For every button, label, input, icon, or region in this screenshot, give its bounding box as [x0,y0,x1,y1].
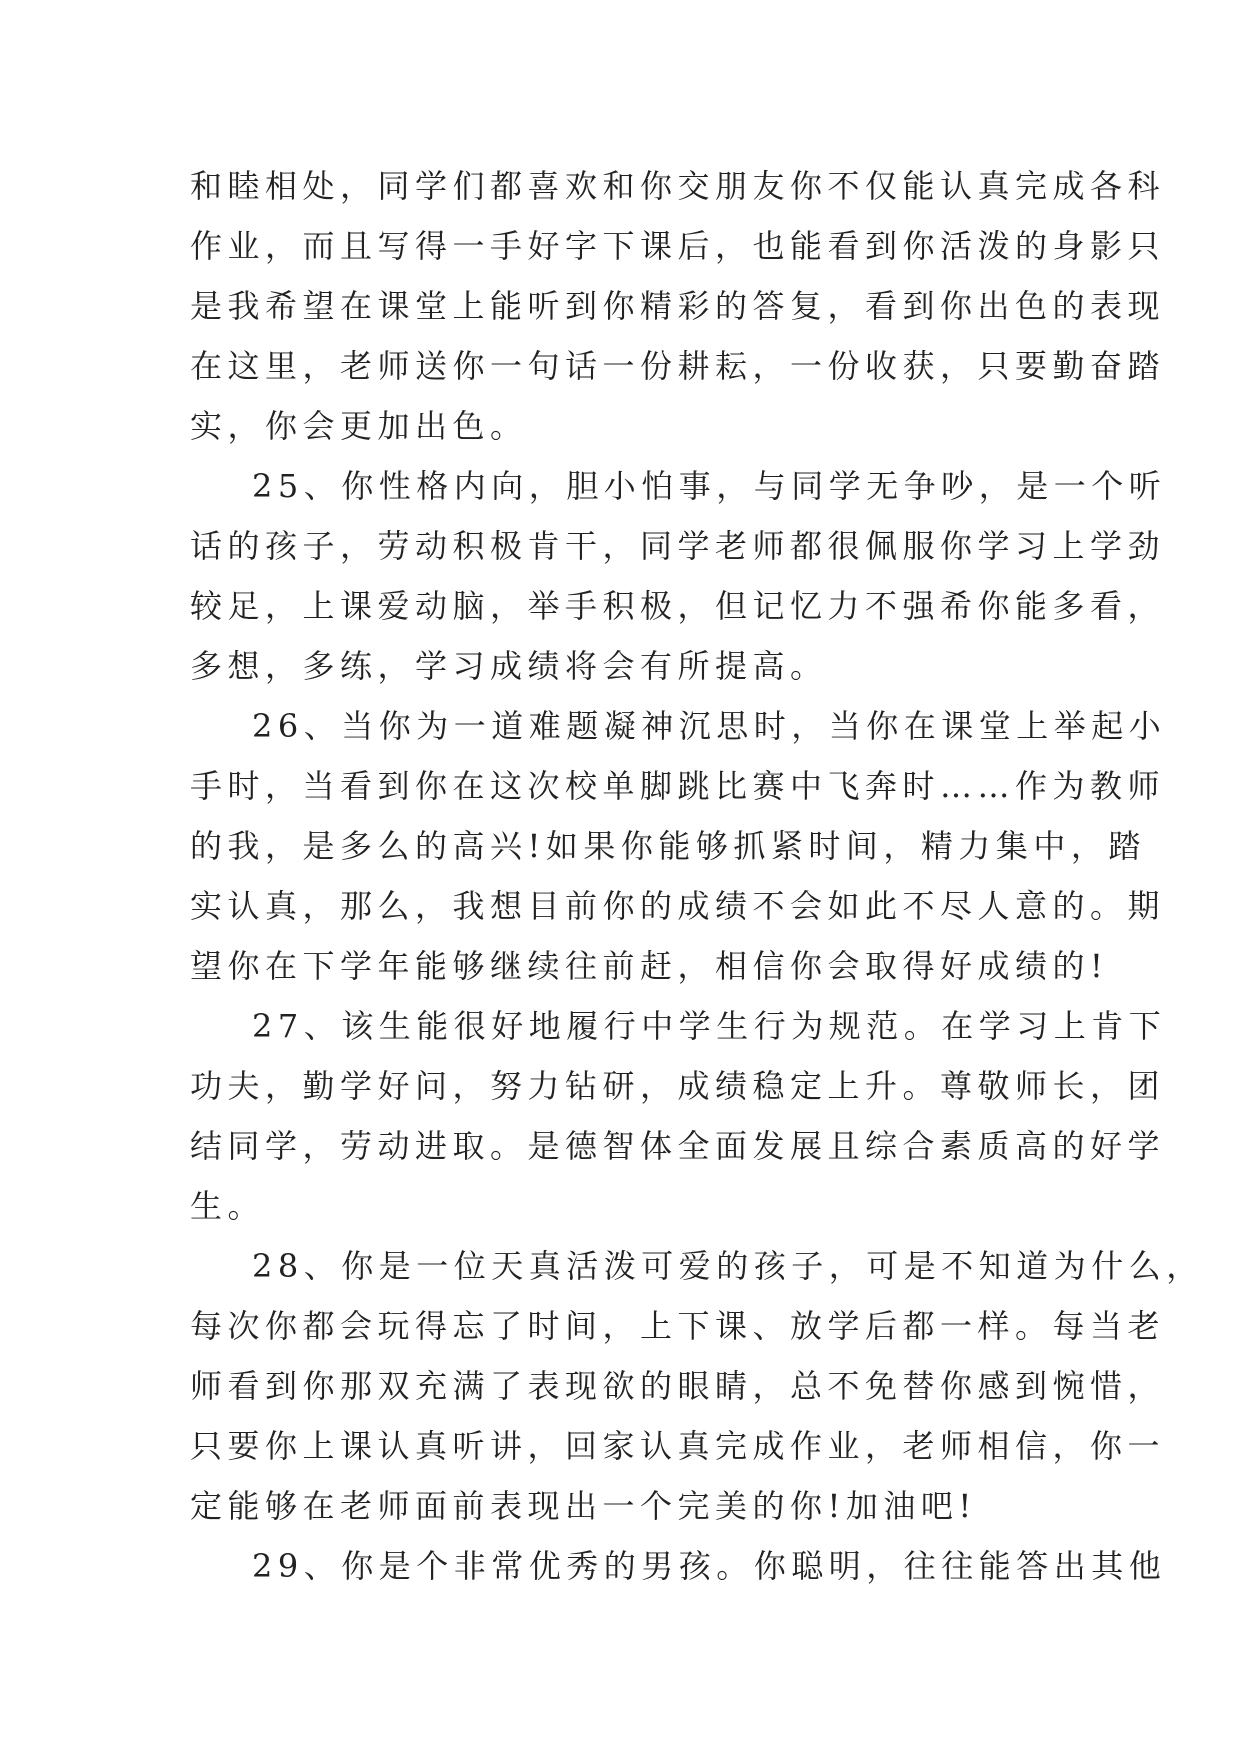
paragraph-start-27: 27、该生能很好地履行中学生行为规范。在学习上肯下 [252,1007,1167,1045]
text-line: 师看到你那双充满了表现欲的眼睛，总不免替你感到惋惜， [190,1367,1166,1405]
text-line: 的我，是多么的高兴!如果你能够抓紧时间，精力集中，踏 [190,827,1146,865]
paragraph-start-29: 29、你是个非常优秀的男孩。你聪明，往往能答出其他 [252,1547,1167,1585]
text-line: 望你在下学年能够继续往前赶，相信你会取得好成绩的! [190,947,1109,985]
text-line: 在这里，老师送你一句话一份耕耘，一份收获，只要勤奋踏 [190,347,1166,385]
text-line: 结同学，劳动进取。是德智体全面发展且综合素质高的好学 [190,1127,1166,1165]
paragraph-start-28: 28、你是一位天真活泼可爱的孩子，可是不知道为什么， [252,1247,1204,1285]
text-line: 定能够在老师面前表现出一个完美的你!加油吧! [190,1487,977,1525]
text-line: 实认真，那么，我想目前你的成绩不会如此不尽人意的。期 [190,887,1166,925]
text-line: 手时，当看到你在这次校单脚跳比赛中飞奔时……作为教师 [190,767,1166,805]
text-line: 只要你上课认真听讲，回家认真完成作业，老师相信，你一 [190,1427,1166,1465]
paragraph-start-26: 26、当你为一道难题凝神沉思时，当你在课堂上举起小 [252,707,1167,745]
text-line: 是我希望在课堂上能听到你精彩的答复，看到你出色的表现 [190,287,1166,325]
text-line: 多想，多练，学习成绩将会有所提高。 [190,647,828,685]
text-line: 生。 [190,1187,266,1225]
document-body [190,156,1204,1596]
text-line: 每次你都会玩得忘了时间，上下课、放学后都一样。每当老 [190,1307,1166,1345]
text-line: 功夫，勤学好问，努力钻研，成绩稳定上升。尊敬师长，团 [190,1067,1166,1105]
text-line: 话的孩子，劳动积极肯干，同学老师都很佩服你学习上学劲 [190,527,1166,565]
text-line: 实，你会更加出色。 [190,407,528,445]
text-line: 和睦相处，同学们都喜欢和你交朋友你不仅能认真完成各科 [190,167,1166,205]
text-line: 作业，而且写得一手好字下课后，也能看到你活泼的身影只 [190,227,1166,265]
text-line: 较足，上课爱动脑，举手积极，但记忆力不强希你能多看， [190,587,1166,625]
paragraph-start-25: 25、你性格内向，胆小怕事，与同学无争吵，是一个听 [252,467,1167,505]
